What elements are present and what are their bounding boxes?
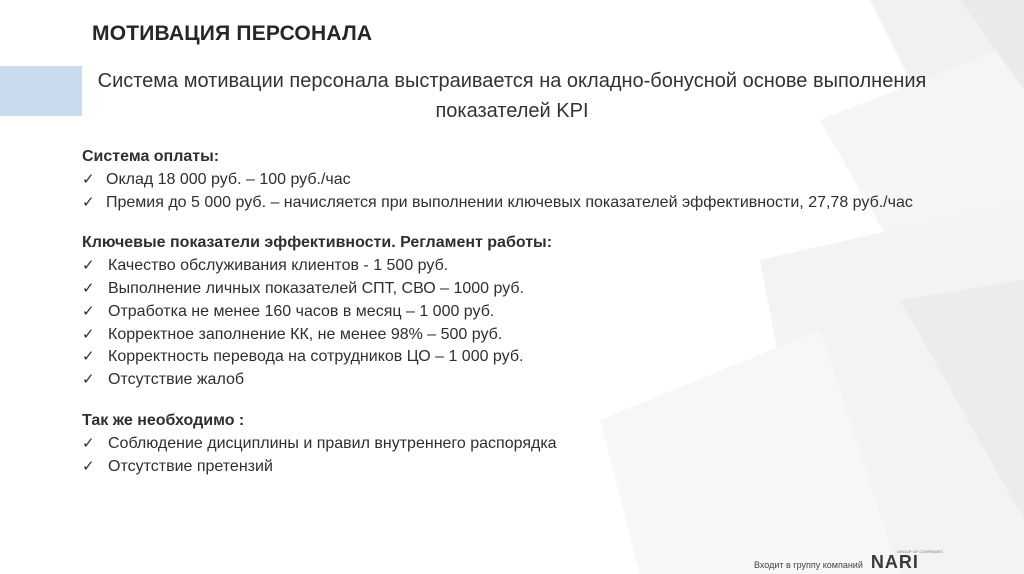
list-item-text: Отсутствие претензий <box>108 457 273 475</box>
logo-wordmark: NARI <box>870 552 919 572</box>
list-item <box>82 301 1002 324</box>
checkmark-icon: ✓ <box>82 457 95 475</box>
list-item-text: Корректность перевода на сотрудников ЦО – 1 000 руб. <box>108 348 524 366</box>
list-item <box>82 169 1002 192</box>
checkmark-icon: ✓ <box>82 279 95 297</box>
list-item-text: Корректное заполнение КК, не менее 98% – 500 руб. <box>108 325 503 343</box>
section-title: Ключевые показатели эффективности. Регламент работы: <box>82 234 553 252</box>
list-item-text: Качество обслуживания клиентов - 1 500 руб. <box>108 257 449 275</box>
list-item <box>82 192 1002 215</box>
section-title: Так же необходимо : <box>82 411 245 429</box>
checkmark-icon: ✓ <box>82 257 95 275</box>
page-subtitle: Система мотивации персонала выстраивается на окладно-бонусной основе выполнения показателей KPI <box>97 70 927 122</box>
list-item-text: Отработка не менее 160 часов в месяц – 1 000 руб. <box>108 302 495 320</box>
checkmark-icon: ✓ <box>82 170 95 188</box>
list-item-text: Отсутствие жалоб <box>108 371 245 389</box>
accent-bar <box>0 66 82 116</box>
page-title: МОТИВАЦИЯ ПЕРСОНАЛА <box>92 22 373 45</box>
checkmark-icon: ✓ <box>82 302 95 320</box>
list-item <box>82 324 1002 347</box>
checkmark-icon: ✓ <box>82 434 95 452</box>
requirements-section <box>82 410 1002 478</box>
slide-content <box>82 146 1002 478</box>
section-title: Система оплаты: <box>82 148 220 165</box>
list-item-text: Премия до 5 000 руб. – начисляется при выполнении ключевых показателей эффективности, 27,78 руб./час <box>106 193 913 211</box>
footer <box>754 549 943 572</box>
nari-logo <box>870 549 943 572</box>
list-item-text: Соблюдение дисциплины и правил внутреннего распорядка <box>108 434 557 452</box>
footer-text: Входит в группу компаний <box>754 560 863 570</box>
list-item <box>82 255 1002 278</box>
list-item <box>82 369 1002 392</box>
list-item-text: Оклад 18 000 руб. – 100 руб./час <box>106 170 351 188</box>
checkmark-icon: ✓ <box>82 325 95 343</box>
checkmark-icon: ✓ <box>82 348 95 366</box>
payment-system-section <box>82 146 1002 214</box>
list-item-text: Выполнение личных показателей СПТ, СВО – 1000 руб. <box>108 279 525 297</box>
list-item <box>82 278 1002 301</box>
checkmark-icon: ✓ <box>82 193 95 211</box>
logo-tagline: GROUP OF COMPANIES <box>896 549 943 554</box>
list-item <box>82 346 1002 369</box>
checkmark-icon: ✓ <box>82 371 95 389</box>
list-item <box>82 433 1002 456</box>
kpi-section <box>82 232 1002 392</box>
list-item <box>82 456 1002 479</box>
